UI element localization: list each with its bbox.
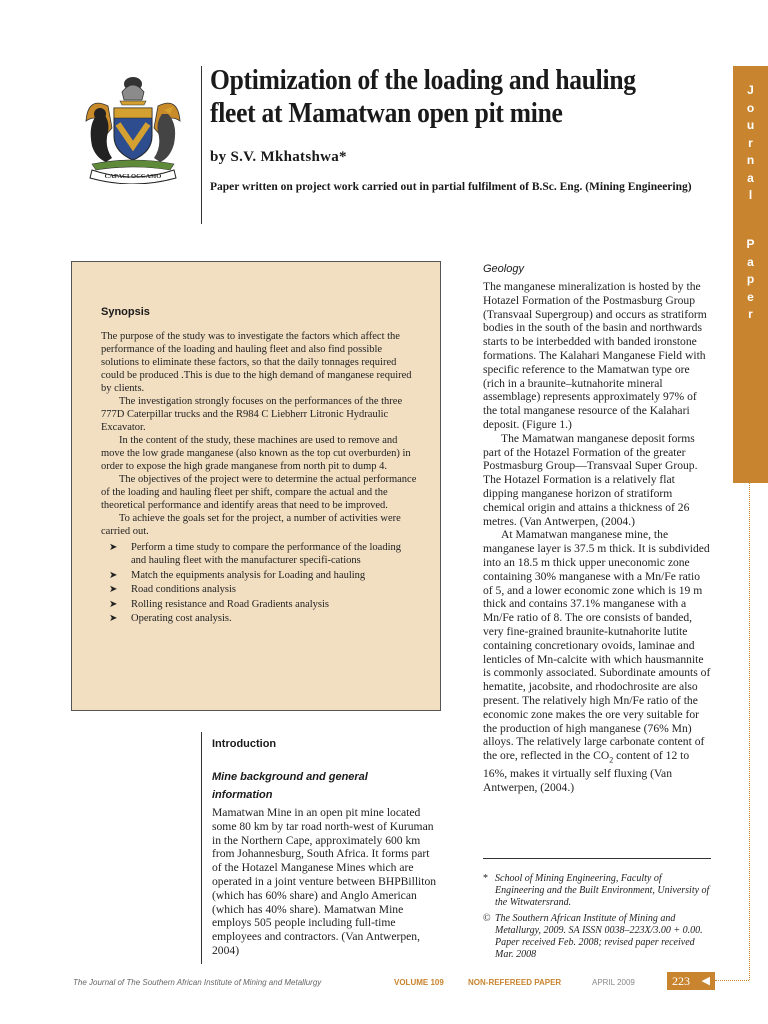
footer-volume: VOLUME 109 [394,978,444,987]
synopsis-heading: Synopsis [101,306,150,318]
tab-word-journal: J o u r n a l [746,83,755,202]
author-byline: by S.V. Mkhatshwa* [210,149,347,165]
dotted-guide-horizontal [715,980,749,981]
footnote-affiliation: * School of Mining Engineering, Faculty of Engineering and the Built Environment, University of the Witwatersrand. [483,873,710,908]
footer-journal-name: The Journal of The Southern African Institute of Mining and Metallurgy [73,978,322,987]
synopsis-paragraph: In the content of the study, these machines are used to remove and move the low grade manganese (also known as the top cut overburden) in order to expose the high grade manganese from north pit to dump 4. [101,435,411,472]
page-number-box [667,972,715,990]
list-item: ➤ Perform a time study to compare the performance of the loading and hauling fleet with the manufacturer specifi-cations [109,542,401,566]
footer-paper-type: NON-REFEREED PAPER [468,978,562,987]
paper-title: Optimization of the loading and hauling fleet at Mamatwan open pit mine [210,64,636,129]
synopsis-paragraph: The objectives of the project were to determine the actual performance of the loading and hauling fleet per shift, compare the actual and the theoretical performance and identify areas that need to be improved. [101,474,417,511]
synopsis-activity-list [101,541,417,625]
synopsis-paragraph: The purpose of the study was to investigate the factors which affect the performance of the loading and hauling fleet and also find possible solutions to eliminate these factors, so that the daily tonnages required could be produced .This is due to the high demand of manganese required by clients. [101,331,412,394]
arrow-bullet-icon: ➤ [109,569,118,581]
arrow-bullet-icon: ➤ [109,542,118,553]
list-item: ➤ Operating cost analysis. [109,613,232,624]
paper-note: Paper written on project work carried out in partial fulfilment of B.Sc. Eng. (Mining Engineering) [210,181,692,193]
list-item: ➤ Match the equipments analysis for Loading and hauling [109,569,366,581]
introduction-heading: Introduction [212,738,277,750]
introduction-divider [201,732,202,964]
arrow-bullet-icon: ➤ [109,584,118,595]
crest-motto: CAPACI OCCASIO [104,173,162,180]
arrow-bullet-icon: ➤ [109,613,118,624]
geology-heading: Geology [483,263,524,275]
title-divider [201,66,202,224]
journal-paper-tab [733,66,768,483]
geology-paragraph: At Mamatwan manganese mine, the manganese layer is 37.5 m thick. It is subdivided into an 18.5 m thick upper uneconomic zone containing 30% manganese with a Mn/Fe ratio of 5, and a lower economic zone which is 19 m thick and contains 37.1% manganese with a Mn/Fe ratio of 8. The ore consists of banded, very fine-grained braunite-kutnahorite lutite containing concretionary ovoids, laminae and lenticles of Mn-calcite with which hausmannite is commonly associated. Subordinate amounts of hematite, jacobsite, and rhodochrosite are also present. The relatively high Mn/Fe ratio of the economic zone makes the ore very suitable for the production of high manganese (76% Mn) alloys. The relatively large carbonate content of the ore, reflected in the $CO_2$ content of 12 to 16%, makes it virtually self fluxing (Van Antwerpen, (2004.) [483,528,711,794]
introduction-body: Mamatwan Mine in an open pit mine located some 80 km by tar road north-west of Kuruman in the Northern Cape, approximately 600 km from Johannesburg, South Africa. It forms part of the Hotazel Manganese Mines which are operated in a joint venture between BHPBilliton (which has 60% share) and Anglo American (which has 40% share). Mamatwan Mine employs 505 people including full-time employees and contractors. (Van Antwerpen, 2004) [212,806,437,957]
geology-body [483,280,711,795]
synopsis-body [101,330,417,627]
institute-crest-logo [78,66,188,184]
arrow-bullet-icon: ➤ [109,598,118,610]
dotted-guide-vertical [749,483,750,980]
footnote-divider [483,858,711,859]
left-arrow-icon: ◀ [701,975,710,987]
footnotes [483,873,713,965]
footer-date: APRIL 2009 [592,978,635,987]
footnote-copyright: © The Southern African Institute of Mining and Metallurgy, 2009. SA ISSN 0038–223X/3.00 + 0.00. Paper received Feb. 2008; revised paper received Mar. 2008 [483,913,703,960]
synopsis-paragraph: The investigation strongly focuses on the performances of the three 777D Caterpillar trucks and the R984 C Liebherr Litronic Hydraulic Excavator. [101,396,403,433]
list-item: ➤ Road conditions analysis [109,584,236,595]
synopsis-paragraph: To achieve the goals set for the project, a number of activities were carried out. [101,513,401,537]
mine-background-subheading: Mine background and general information [212,771,368,801]
geology-paragraph: The Mamatwan manganese deposit forms part of the Hotazel Formation of the greater Postmasburg Group—Transvaal Super Group. The Hotazel Formation is a relatively flat dipping manganese horizon of stratiform chemical origin and attains a thickness of 26 metres. (Van Antwerpen, (2004.) [483,431,698,528]
page-number: 223 [672,974,690,988]
tab-word-paper: P a p e r [746,237,755,321]
list-item: ➤ Rolling resistance and Road Gradients analysis [109,598,329,610]
geology-paragraph: The manganese mineralization is hosted by the Hotazel Formation of the Postmasburg Group (Transvaal Supergroup) and occurs as stratiform bodies in the south of the basin and northwards starts to be interbedded with banded ironstone formations. The Kalahari Manganese Field with specific reference to the Mamatwan type ore (rich in a braunite–kutnahorite mineral assemblage) represents approximately 97% of the total manganese resource of the Kalahari deposit. (Figure 1.) [483,280,707,431]
